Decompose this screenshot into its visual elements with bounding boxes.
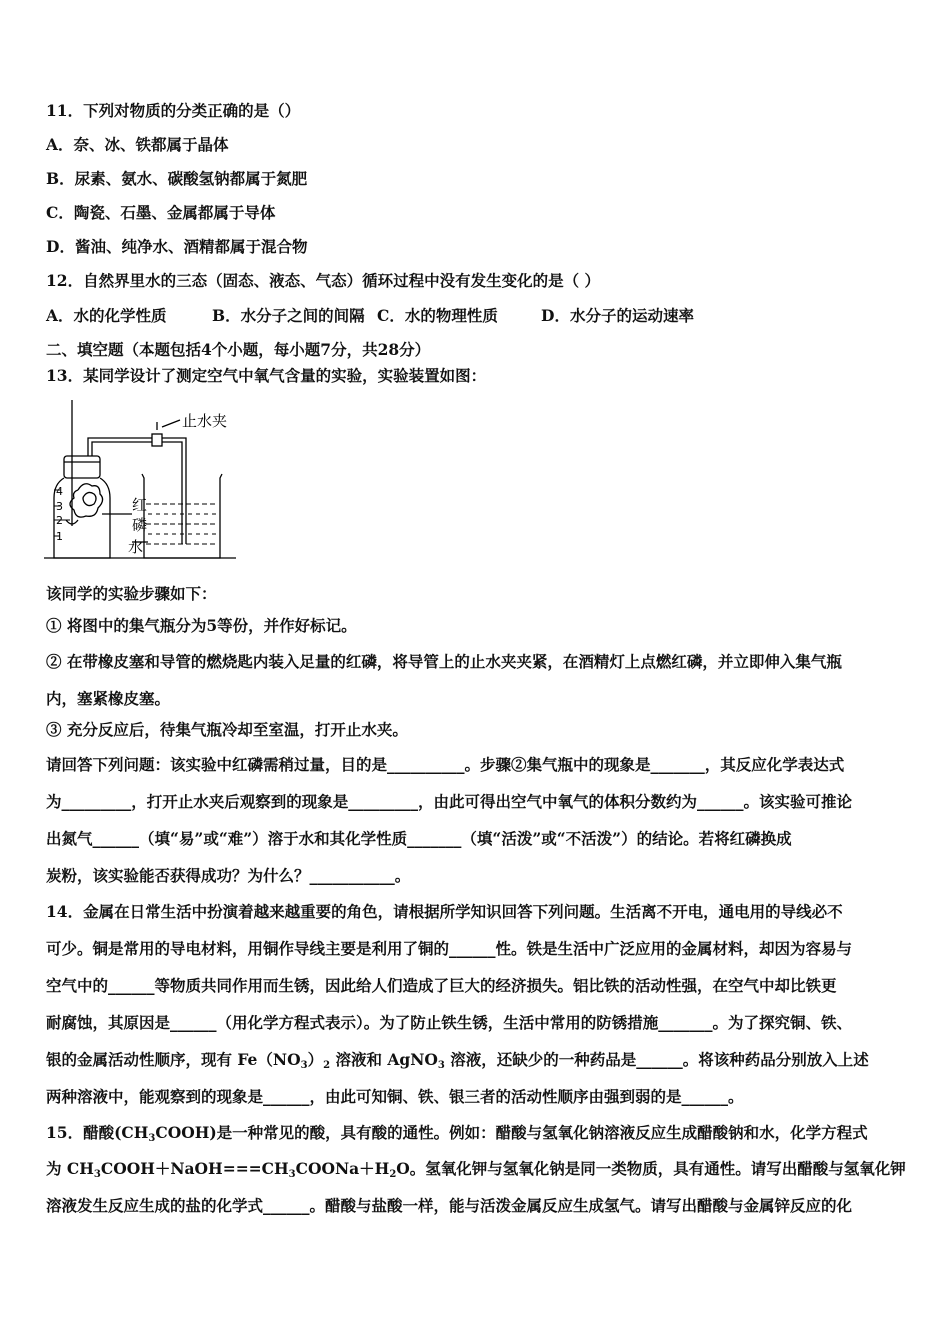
q12-option-d: D．水分子的运动速率 xyxy=(541,306,694,325)
q13-step-2-line-1: ② 在带橡皮塞和导管的燃烧匙内装入足量的红磷，将导管上的止水夹夹紧，在酒精灯上点燃红磷，并立即伸入集气瓶 xyxy=(46,652,842,671)
mark-3: 3 xyxy=(56,500,63,513)
q13-question-line-2: 为_________，打开止水夹后观察到的现象是_________，由此可得出空气中氧气的体积分数约为______。该实验可推论 xyxy=(46,792,853,811)
q13-question-line-4: 炭粉，该实验能否获得成功？为什么？___________。 xyxy=(46,866,411,885)
water-label: 水 xyxy=(128,538,144,556)
q15-line-3: 溶液发生反应生成的盐的化学式______。醋酸与盐酸一样，能与活泼金属反应生成氢气。请写出醋酸与金属锌反应的化 xyxy=(46,1196,853,1215)
q13-steps-intro: 该同学的实验步骤如下： xyxy=(46,584,217,603)
smoke-cloud xyxy=(70,484,103,517)
q14-line-6: 两种溶液中，能观察到的现象是______，由此可知铜、铁、银三者的活动性顺序由强到弱的是______。 xyxy=(46,1087,744,1106)
q14-line-1: 14．金属在日常生活中扮演着越来越重要的角色，请根据所学知识回答下列问题。生活离不开电，通电用的导线必不 xyxy=(46,902,843,921)
q11-option-d: D．酱油、纯净水、酒精都属于混合物 xyxy=(46,237,308,256)
experiment-apparatus-figure xyxy=(40,396,240,564)
mark-1: 1 xyxy=(56,530,63,543)
q13-step-1: ① 将图中的集气瓶分为5等份，并作好标记。 xyxy=(46,616,357,635)
q11-stem: 11．下列对物质的分类正确的是（） xyxy=(46,101,301,120)
q14-line-2: 可少。铜是常用的导电材料，用铜作导线主要是利用了铜的______性。铁是生活中广泛应用的金属材料，却因为容易与 xyxy=(46,939,853,958)
q13-question-line-3: 出氮气______（填“易”或“难”）溶于水和其化学性质_______（填“活泼”或“不活泼”）的结论。若将红磷换成 xyxy=(46,829,792,848)
mark-2: 2 xyxy=(56,514,63,527)
q15-line-1: 15．醋酸$(CH_3COOH)$是一种常见的酸，具有酸的通性。例如：醋酸与氢氧化钠溶液反应生成醋酸钠和水，化学方程式 xyxy=(46,1123,868,1144)
q14-line-4: 耐腐蚀，其原因是______（用化学方程式表示）。为了防止铁生锈，生活中常用的防锈措施_______。为了探究铜、铁、 xyxy=(46,1013,853,1032)
water-clamp xyxy=(152,434,162,446)
q12-stem: 12．自然界里水的三态（固态、液态、气态）循环过程中没有发生变化的是（ ） xyxy=(46,271,600,290)
section-heading: 二、填空题（本题包括4个小题，每小题7分，共28分） xyxy=(46,340,431,359)
q11-option-c: C．陶瓷、石墨、金属都属于导体 xyxy=(46,203,276,222)
q12-option-c: C．水的物理性质 xyxy=(377,306,498,325)
q13-stem: 13．某同学设计了测定空气中氧气含量的实验，实验装置如图： xyxy=(46,366,487,385)
q15-line-2: 为 $CH_3COOH+NaOH===CH_3COONa+H_2O$。氢氧化钾与氢氧化钠是同一类物质，具有通性。请写出醋酸与氢氧化钾 xyxy=(46,1159,906,1180)
q13-step-2-line-2: 内，塞紧橡皮塞。 xyxy=(46,689,171,708)
q14-line-3: 空气中的______等物质共同作用而生锈，因此给人们造成了巨大的经济损失。铝比铁的活动性强，在空气中却比铁更 xyxy=(46,976,837,995)
delivery-tube xyxy=(88,438,158,456)
q11-option-a: A．奈、冰、铁都属于晶体 xyxy=(46,135,229,154)
mark-4: 4 xyxy=(56,485,63,498)
q12-option-a: A．水的化学性质 xyxy=(46,306,167,325)
q14-line-5: 银的金属活动性顺序，现有 $Fe(NO_3)_2$ 溶液和 AgNO$_3$ 溶液，还缺少的一种药品是______。将该种药品分别放入上述 xyxy=(46,1050,869,1071)
red-phosphorus-label-1: 红 xyxy=(132,496,148,514)
q13-step-3: ③ 充分反应后，待集气瓶冷却至室温，打开止水夹。 xyxy=(46,720,408,739)
rubber-stopper xyxy=(64,456,100,478)
q12-option-b: B．水分子之间的间隔 xyxy=(212,306,365,325)
q11-option-b: B．尿素、氨水、碳酸氢钠都属于氮肥 xyxy=(46,169,308,188)
clamp-label: 止水夹 xyxy=(182,412,228,430)
red-phosphorus-label-2: 磷 xyxy=(132,516,148,534)
q13-question-line-1: 请回答下列问题：该实验中红磷需稍过量，目的是__________。步骤②集气瓶中的现象是_______，其反应化学表达式 xyxy=(46,755,845,774)
